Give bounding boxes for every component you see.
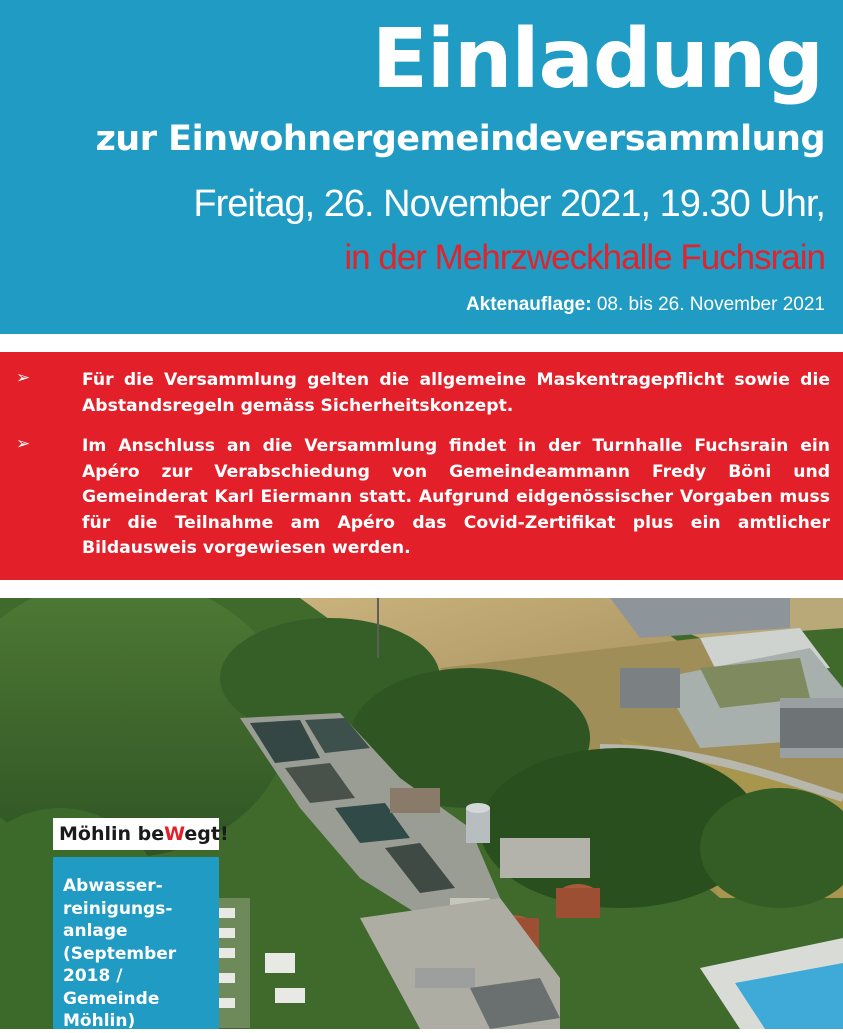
- event-date: Freitag, 26. November 2021, 19.30 Uhr,: [193, 183, 825, 225]
- photo-caption-box: [53, 857, 219, 1029]
- event-venue: in der Mehrzweckhalle Fuchsrain: [344, 238, 825, 277]
- brand-logo: [53, 818, 229, 850]
- brand-text-part1: Möhlin be: [59, 823, 165, 845]
- notice-item-text: Im Anschluss an die Versammlung findet in der Turnhalle Fuchsrain ein Apéro zur Verabschiedung von Gemeindeammann Fredy Böni und Gemeinderat Karl Eiermann statt. Aufgrund eidgenössischer Vorgaben muss für die Teilnahme am Apéro das Covid-Zertifikat plus ein amtlicher Bildausweis vorgewiesen werden.: [82, 436, 830, 558]
- header-banner: [0, 0, 843, 334]
- document-display-period: [466, 290, 825, 320]
- akten-label: Aktenauflage:: [465, 294, 592, 315]
- akten-value: 08. bis 26. November 2021: [591, 294, 825, 315]
- brand-logo-text: [59, 820, 229, 848]
- page-subtitle: zur Einwohnergemeindeversammlung: [95, 119, 825, 159]
- photo-caption: Abwasser-reinigungs-anlage (September 2018 / Gemeinde Möhlin): [63, 876, 177, 1031]
- arrow-bullet-icon: ➢: [16, 434, 31, 454]
- arrow-bullet-icon: ➢: [16, 368, 31, 388]
- notice-item-text: Für die Versammlung gelten die allgemeine Maskentragepflicht sowie die Abstandsregeln gemäss Sicherheitskonzept.: [82, 370, 830, 416]
- page-title: Einladung: [371, 12, 823, 107]
- notice-box: [0, 352, 843, 580]
- brand-text-part2: W: [164, 823, 185, 845]
- brand-text-part3: egt!: [184, 823, 229, 845]
